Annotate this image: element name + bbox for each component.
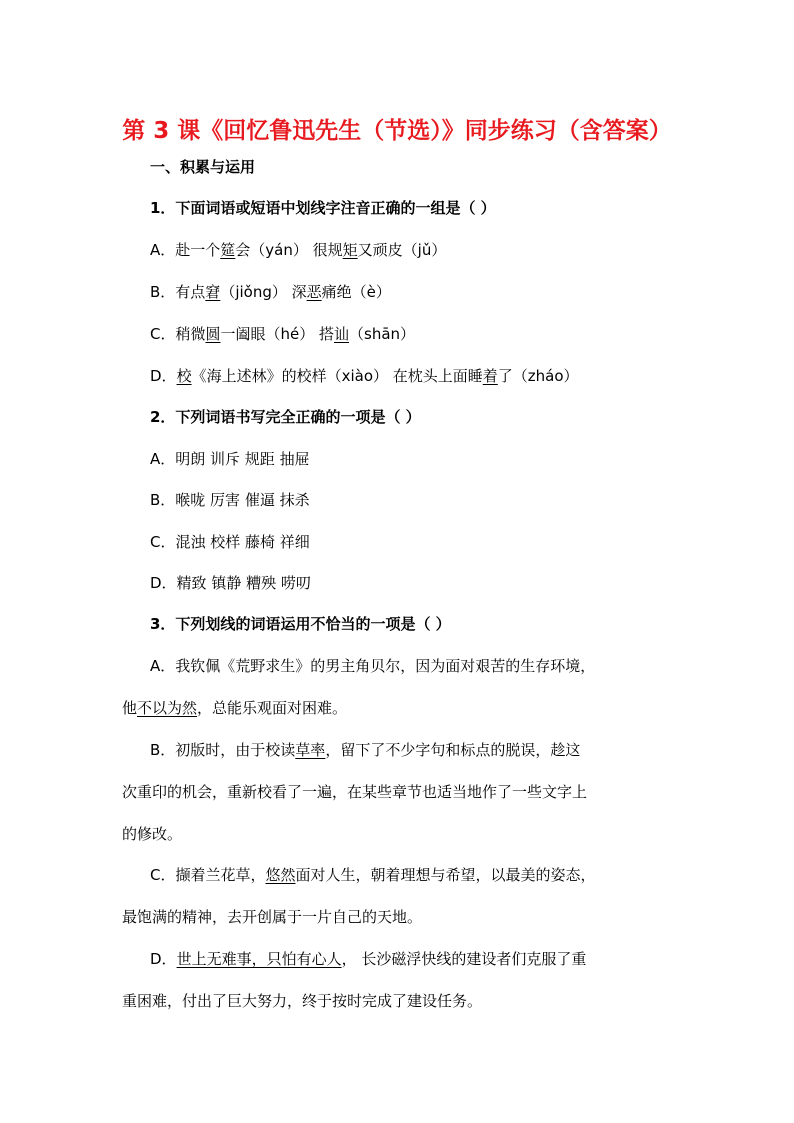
option-text: ，留下了不少字句和标点的脱误，趁这 bbox=[325, 741, 581, 759]
underlined-char: 窘 bbox=[205, 283, 221, 301]
question-3-option-d-line2: 重困难，付出了巨大努力，终于按时完成了建设任务。 bbox=[122, 992, 483, 1010]
option-text: 痛绝（è） bbox=[321, 283, 391, 301]
option-text: C．撷着兰花草， bbox=[150, 866, 266, 884]
underlined-phrase: 悠然 bbox=[265, 866, 296, 884]
question-1-option-a bbox=[150, 240, 446, 260]
underlined-phrase: 不以为然 bbox=[137, 699, 198, 717]
option-text: 他 bbox=[122, 699, 138, 717]
section-heading: 一、积累与运用 bbox=[150, 158, 256, 176]
option-text: C．稍微 bbox=[150, 325, 206, 343]
underlined-char: 圆 bbox=[205, 325, 221, 343]
option-text: （jiǒng） 深 bbox=[220, 283, 307, 301]
option-text: ， 长沙磁浮快线的建设者们克服了重 bbox=[341, 950, 587, 968]
question-1-option-c bbox=[150, 324, 415, 344]
option-text: D． bbox=[150, 950, 177, 968]
question-3-option-b-line1 bbox=[150, 740, 580, 760]
option-text: 《海上述林》的校样（xiào） 在枕头上面睡 bbox=[191, 367, 483, 385]
question-1-stem: 1．下面词语或短语中划线字注音正确的一组是（ ） bbox=[150, 199, 496, 217]
question-2-option-b: B．喉咙 厉害 催逼 抹杀 bbox=[150, 491, 310, 509]
question-2-option-c: C．混浊 校样 藤椅 祥细 bbox=[150, 533, 310, 551]
option-text: D． bbox=[150, 367, 177, 385]
question-3-option-a-line2 bbox=[122, 698, 347, 718]
question-2-option-d: D．精致 镇静 糟殃 唠叨 bbox=[150, 574, 311, 592]
question-2-stem: 2．下列词语书写完全正确的一项是（ ） bbox=[150, 408, 421, 426]
option-text: B．有点 bbox=[150, 283, 206, 301]
question-3-option-b-line3: 的修改。 bbox=[122, 825, 183, 843]
underlined-char: 校 bbox=[176, 367, 192, 385]
question-3-option-d-line1 bbox=[150, 949, 586, 969]
option-text: 面对人生，朝着理想与希望，以最美的姿态， bbox=[295, 866, 596, 884]
underlined-char: 矩 bbox=[342, 241, 358, 259]
underlined-char: 筵 bbox=[220, 241, 236, 259]
underlined-char: 恶 bbox=[306, 283, 322, 301]
question-1-option-b bbox=[150, 282, 391, 302]
option-text: A．赴一个 bbox=[150, 241, 221, 259]
option-text: 了（zháo） bbox=[497, 367, 579, 385]
question-3-option-a-line1: A．我钦佩《荒野求生》的男主角贝尔，因为面对艰苦的生存环境， bbox=[150, 657, 596, 675]
option-text: ，总能乐观面对困难。 bbox=[197, 699, 348, 717]
question-3-option-c-line2: 最饱满的精神，去开创属于一片自己的天地。 bbox=[122, 908, 423, 926]
option-text: B．初版时，由于校读 bbox=[150, 741, 296, 759]
question-3-stem: 3．下列划线的词语运用不恰当的一项是（ ） bbox=[150, 615, 451, 633]
underlined-char: 讪 bbox=[334, 325, 350, 343]
option-text: （shān） bbox=[349, 325, 416, 343]
page-title: 第 3 课《回忆鲁迅先生（节选）》同步练习（含答案） bbox=[122, 118, 672, 144]
underlined-phrase: 世上无难事，只怕有心人 bbox=[176, 950, 342, 968]
option-text: 会（yán） 很规 bbox=[235, 241, 343, 259]
underlined-char: 着 bbox=[482, 367, 498, 385]
option-text: 又顽皮（jǔ） bbox=[357, 241, 447, 259]
question-3-option-c-line1 bbox=[150, 865, 596, 885]
question-3-option-b-line2: 次重印的机会，重新校看了一遍，在某些章节也适当地作了一些文字上 bbox=[122, 783, 588, 801]
underlined-phrase: 草率 bbox=[295, 741, 326, 759]
question-1-option-d bbox=[150, 366, 579, 386]
option-text: 一阖眼（hé） 搭 bbox=[220, 325, 335, 343]
question-2-option-a: A．明朗 训斥 规距 抽屉 bbox=[150, 450, 310, 468]
